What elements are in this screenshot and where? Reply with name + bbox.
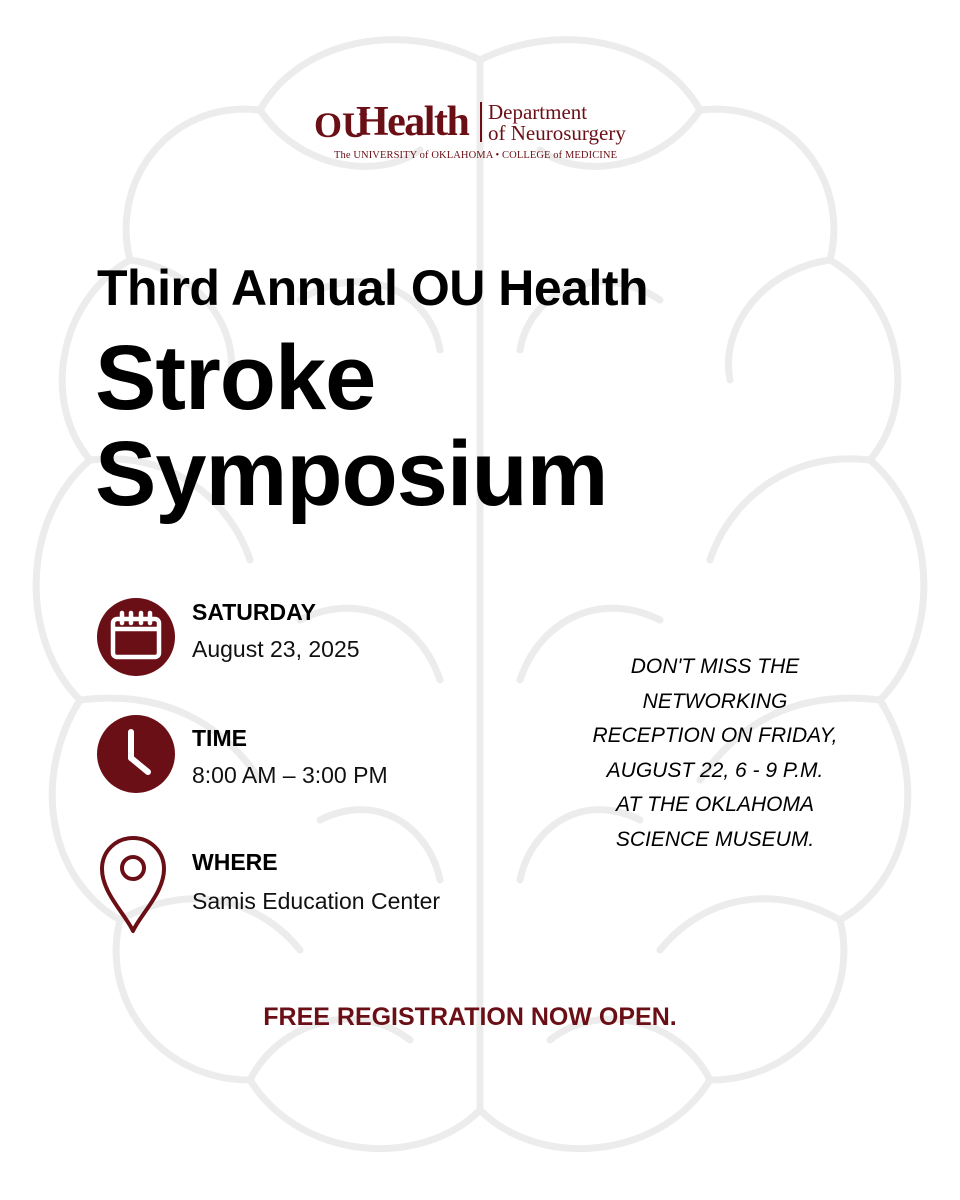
- logo-subtitle: The UNIVERSITY of OKLAHOMA • COLLEGE of MEDICINE: [334, 150, 618, 161]
- reception-line: DON'T MISS THE: [630, 655, 800, 678]
- time-label: TIME: [192, 725, 247, 751]
- where-label: WHERE: [192, 849, 278, 875]
- ou-mark-icon: [314, 104, 368, 145]
- logo-divider: [480, 102, 482, 142]
- ou-health-logo: [314, 100, 654, 170]
- reception-note: [560, 650, 870, 857]
- date-label: SATURDAY: [192, 599, 316, 625]
- reception-line: AT THE OKLAHOMA: [616, 793, 814, 816]
- event-title-line2: Symposium: [95, 423, 608, 525]
- registration-callout: FREE REGISTRATION NOW OPEN.: [263, 1003, 677, 1031]
- logo-department-line1: Department: [488, 100, 588, 124]
- reception-line: NETWORKING: [642, 689, 788, 713]
- where-value: Samis Education Center: [192, 888, 441, 914]
- reception-line: AUGUST 22, 6 - 9 P.M.: [606, 758, 824, 782]
- event-title-line1: Stroke: [95, 327, 376, 429]
- clock-icon: [96, 714, 176, 794]
- time-value: 8:00 AM – 3:00 PM: [192, 762, 388, 788]
- event-subtitle: Third Annual OU Health: [97, 260, 649, 316]
- ou-mark-text: OU: [314, 105, 368, 145]
- calendar-icon: [96, 597, 176, 677]
- reception-line: SCIENCE MUSEUM.: [615, 827, 815, 851]
- reception-line: RECEPTION ON FRIDAY,: [592, 724, 838, 747]
- logo-department-line2: of Neurosurgery: [488, 121, 626, 145]
- logo-health-text: Health: [356, 99, 469, 145]
- location-pin-icon: [98, 835, 168, 937]
- date-value: August 23, 2025: [192, 636, 360, 662]
